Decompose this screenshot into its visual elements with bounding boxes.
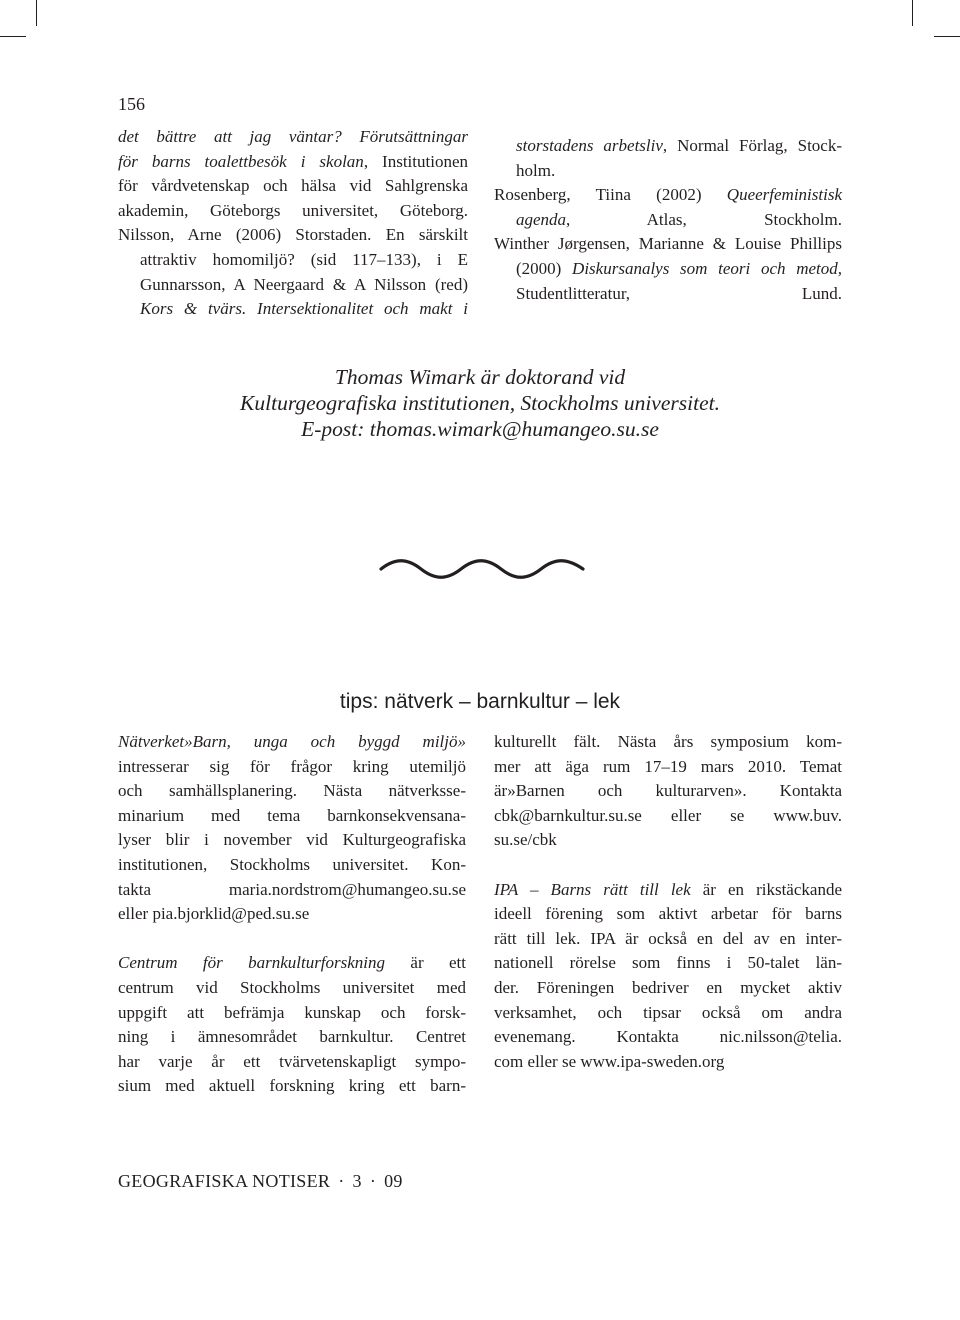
text-line <box>494 282 842 307</box>
text-run: Studentlitteratur, Lund. <box>516 283 842 303</box>
author-note <box>0 364 960 442</box>
tips-right-column <box>494 730 842 1074</box>
crop-mark <box>934 36 960 37</box>
crop-mark <box>0 36 26 37</box>
text-line <box>494 976 842 1001</box>
text-line <box>118 273 468 298</box>
text-run: , Institutionen <box>363 151 468 171</box>
text-run: akademin, Göteborgs universitet, Göteborg. <box>118 200 468 220</box>
text-run: agenda <box>516 209 567 229</box>
text-run: der. Föreningen bedriver en mycket aktiv <box>494 977 842 997</box>
text-run: su.se/cbk <box>494 830 557 850</box>
wave-divider <box>377 556 589 584</box>
text-run: Centrum för barnkulturforskning <box>118 953 386 973</box>
references-left-column <box>118 125 468 322</box>
text-line <box>118 248 468 273</box>
text-line <box>118 902 466 927</box>
text-line <box>494 902 842 927</box>
text-run: verksamhet, och tipsar också om andra <box>494 1002 842 1022</box>
text-line <box>118 1025 466 1050</box>
text-line <box>494 779 842 804</box>
text-line <box>494 134 842 159</box>
text-run: mer att äga rum 17–19 mars 2010. Temat <box>494 756 842 776</box>
text-line <box>118 779 466 804</box>
text-run: Diskursanalys som teori och metod, <box>572 258 843 278</box>
text-line <box>118 951 466 976</box>
journal-name: GEOGRAFISKA NOTISER <box>118 1171 331 1191</box>
text-line <box>494 804 842 829</box>
text-run: rätt till lek. IPA är också en del av en inter- <box>494 928 842 948</box>
text-line <box>118 297 468 322</box>
journal-footer <box>118 1171 403 1192</box>
text-run: uppgift att befrämja kunskap och forsk- <box>118 1002 466 1022</box>
text-run: det bättre att jag väntar? Förutsättningar <box>118 127 468 146</box>
text-run: , Normal Förlag, Stock- <box>662 136 843 155</box>
text-line <box>494 878 842 903</box>
text-run: evenemang. Kontakta nic.nilsson@telia. <box>494 1027 842 1047</box>
text-run: eller pia.bjorklid@ped.su.se <box>118 904 310 924</box>
text-line <box>118 1074 466 1099</box>
text-line <box>494 208 842 233</box>
text-line <box>118 1001 466 1026</box>
author-note-line: Thomas Wimark är doktorand vid <box>334 365 626 389</box>
author-note-email: E-post: thomas.wimark@humangeo.su.se <box>301 417 659 441</box>
text-line <box>118 174 468 199</box>
text-run: är»Barnen och kulturarven». Kontakta <box>494 781 842 801</box>
text-run: för barns toalettbesök i skolan <box>118 151 364 171</box>
text-line <box>494 183 842 208</box>
text-run: Nätverket»Barn, unga och byggd miljö» <box>118 732 466 751</box>
text-run: sium med aktuell forskning kring ett barn- <box>118 1076 466 1096</box>
text-line <box>118 1050 466 1075</box>
crop-mark <box>36 0 37 26</box>
text-line <box>118 125 468 150</box>
paragraph-gap <box>494 853 842 878</box>
text-run: är en rikstäckande <box>690 879 842 899</box>
text-run: lyser blir i november vid Kulturgeografiska <box>118 830 466 850</box>
text-run: Nilsson, Arne (2006) Storstaden. En särskilt <box>118 225 468 245</box>
references-right-column <box>494 134 842 306</box>
tips-left-column <box>118 730 466 1099</box>
text-line <box>118 199 468 224</box>
text-run: institutionen, Stockholms universitet. Kon- <box>118 854 466 874</box>
text-run: nationell rörelse som finns i 50-talet län- <box>494 953 842 973</box>
text-line <box>118 804 466 829</box>
text-line <box>494 1050 842 1075</box>
footer-separator: · <box>338 1171 345 1191</box>
text-run: Winther Jørgensen, Marianne & Louise Phillips <box>494 234 842 254</box>
text-line <box>494 730 842 755</box>
text-run: Gunnarsson, A Neergaard & A Nilsson (red) <box>140 274 468 294</box>
text-run: ning i ämnesområdet barnkultur. Centret <box>118 1027 466 1047</box>
text-line <box>494 232 842 257</box>
text-line <box>118 878 466 903</box>
text-run: och samhällsplanering. Nästa nätverksse- <box>118 781 466 801</box>
text-run: com eller se www.ipa-sweden.org <box>494 1051 725 1071</box>
text-run: holm. <box>516 160 556 180</box>
text-line <box>118 223 468 248</box>
text-line <box>494 951 842 976</box>
crop-mark <box>912 0 913 26</box>
author-note-line: Kulturgeografiska institutionen, Stockholms universitet. <box>240 391 720 415</box>
text-line <box>118 730 466 755</box>
text-line <box>494 159 842 184</box>
text-run: för vårdvetenskap och hälsa vid Sahlgrenska <box>118 176 468 196</box>
text-run: ideell förening som aktivt arbetar för barns <box>494 904 842 924</box>
text-run: Kors & tvärs. Intersektionalitet och makt i <box>140 299 468 319</box>
page-number: 156 <box>118 94 145 114</box>
footer-separator: · <box>369 1171 377 1191</box>
text-run: kulturellt fält. Nästa års symposium kom- <box>494 732 842 751</box>
text-line <box>118 150 468 175</box>
text-run: cbk@barnkultur.su.se eller se www.buv. <box>494 805 842 825</box>
text-run: attraktiv homomiljö? (sid 117–133), i E <box>140 249 468 269</box>
text-line <box>494 1001 842 1026</box>
text-line <box>494 1025 842 1050</box>
text-line <box>494 927 842 952</box>
text-run: är ett <box>385 953 466 973</box>
text-run: Rosenberg, Tiina (2002) <box>494 185 727 205</box>
text-run: Queerfeministisk <box>726 185 842 205</box>
text-line <box>494 755 842 780</box>
text-line <box>494 257 842 282</box>
text-line <box>118 755 466 780</box>
text-run: (2000) <box>516 258 573 278</box>
text-line <box>494 828 842 853</box>
issue-year: 09 <box>384 1171 403 1191</box>
text-line <box>118 828 466 853</box>
text-run: , Atlas, Stockholm. <box>566 209 842 229</box>
text-run: storstadens arbetsliv <box>516 136 663 155</box>
text-run: har varje år ett tvärvetenskapligt sympo- <box>118 1051 466 1071</box>
text-run: centrum vid Stockholms universitet med <box>118 977 466 997</box>
section-heading: tips: nätverk – barnkultur – lek <box>339 690 621 713</box>
issue-number: 3 <box>352 1171 362 1191</box>
text-run: minarium med tema barnkonsekvensana- <box>118 805 466 825</box>
text-line <box>118 976 466 1001</box>
text-line <box>118 853 466 878</box>
text-run: IPA – Barns rätt till lek <box>494 879 691 899</box>
text-run: intresserar sig för frågor kring utemiljö <box>118 756 466 776</box>
text-run: takta maria.nordstrom@humangeo.su.se <box>118 879 466 899</box>
paragraph-gap <box>118 927 466 952</box>
